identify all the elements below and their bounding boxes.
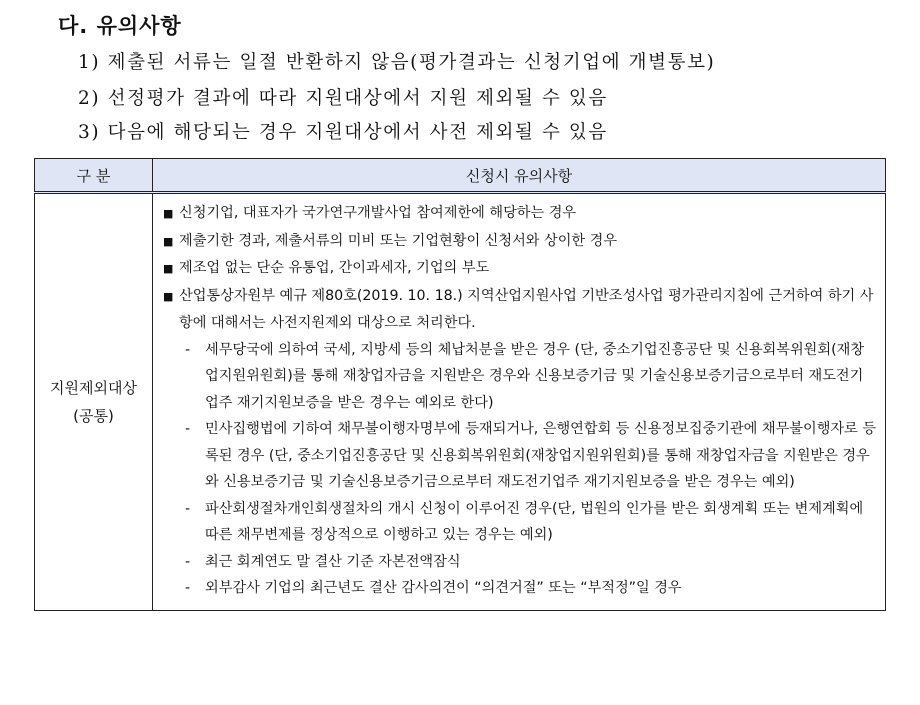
dash-marker: - xyxy=(185,421,191,437)
category-label: 지원제외대상 xyxy=(50,378,137,397)
table-row xyxy=(35,193,886,611)
table-header-row xyxy=(35,159,886,193)
note-item: 1) 제출된 서류는 일절 반환하지 않음(평가결과는 신청기업에 개별통보) xyxy=(78,52,716,73)
dash-text: 세무당국에 의하여 국세, 지방세 등의 체납처분을 받은 경우 (단, 중소기업진흥공단 및 신용회복위원회(재창업지원위원회)를 통해 재창업자금을 지원받은 경우와 신용보증기금 및 기술신용보증기금으로부터 재도전기업주 재기지원보증을 받은 경우는 예외로 한다) xyxy=(205,341,865,411)
square-bullet-icon: ■ xyxy=(163,207,174,220)
dash-text: 파산회생절차개인회생절차의 개시 신청이 이루어진 경우(단, 법원의 인가를 받은 회생계획 또는 변제계획에 따른 채무변제를 정상적으로 이행하고 있는 경우는 예외) xyxy=(205,500,864,543)
bullet-item xyxy=(163,255,877,283)
dash-marker: - xyxy=(185,553,191,570)
dash-item xyxy=(163,416,877,496)
dash-text: 민사집행법에 기하여 채무불이행자명부에 등재되거나, 은행연합회 등 신용정보집중기관에 채무불이행자로 등록된 경우 (단, 중소기업진흥공단 및 신용회복위원회(재창업지원위원회)를 통해 재창업자금을 지원받은 경우와 신용보증기금 및 기술신용보증기금으로부터 재도전기업주 재기지원보증을 받은 경우는 예외) xyxy=(205,421,877,490)
square-bullet-icon: ■ xyxy=(163,289,174,303)
header-category: 구 분 xyxy=(35,159,153,193)
square-bullet-icon: ■ xyxy=(163,262,174,275)
dash-item xyxy=(163,575,877,602)
caution-table xyxy=(34,158,886,611)
dash-text: 최근 회계연도 말 결산 기준 자본전액잠식 xyxy=(205,553,461,570)
note-item: 3) 다음에 해당되는 경우 지원대상에서 사전 제외될 수 있음 xyxy=(78,122,608,143)
header-cautions: 신청시 유의사항 xyxy=(153,159,886,193)
section-heading: 다. 유의사항 xyxy=(58,14,182,38)
bullet-item xyxy=(163,283,877,337)
dash-text: 외부감사 기업의 최근년도 결산 감사의견이 “의견거절” 또는 “부적정”일 경우 xyxy=(205,580,682,596)
dash-marker: - xyxy=(185,500,191,517)
cautions-cell xyxy=(153,193,886,611)
dash-item xyxy=(163,549,877,576)
bullet-item xyxy=(163,228,877,256)
bullet-text: 제출기한 경과, 제출서류의 미비 또는 기업현황이 신청서와 상이한 경우 xyxy=(179,232,618,249)
bullet-text: 제조업 없는 단순 유통업, 간이과세자, 기업의 부도 xyxy=(179,260,490,276)
category-sublabel: (공통) xyxy=(73,406,114,425)
dash-marker: - xyxy=(185,341,191,358)
bullet-item xyxy=(163,200,877,228)
category-cell xyxy=(35,193,153,611)
dash-item xyxy=(163,496,877,549)
bullet-text: 산업통상자원부 예규 제80호(2019. 10. 18.) 지역산업지원사업 기반조성사업 평가관리지침에 근거하여 하기 사항에 대해서는 사전지원제외 대상으로 처리한다. xyxy=(179,287,874,331)
bullet-text: 신청기업, 대표자가 국가연구개발사업 참여제한에 해당하는 경우 xyxy=(179,205,577,221)
dash-marker: - xyxy=(185,580,191,596)
square-bullet-icon: ■ xyxy=(163,234,174,248)
dash-item xyxy=(163,337,877,417)
note-item: 2) 선정평가 결과에 따라 지원대상에서 지원 제외될 수 있음 xyxy=(78,88,608,109)
